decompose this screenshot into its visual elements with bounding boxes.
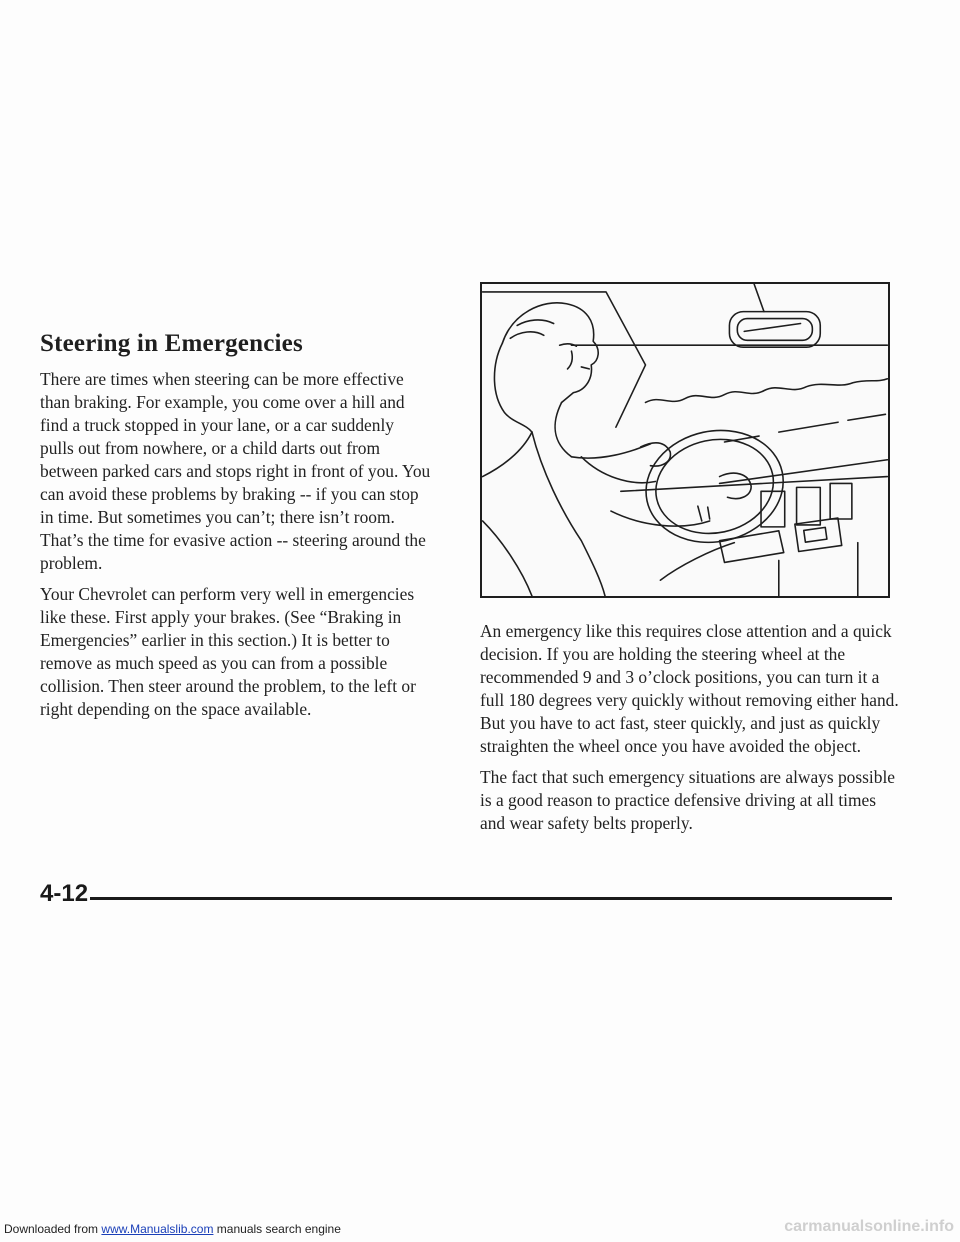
manualslib-link[interactable]: www.Manualslib.com bbox=[101, 1222, 214, 1236]
section-heading: Steering in Emergencies bbox=[40, 330, 303, 357]
rearview-mirror-icon bbox=[729, 284, 820, 347]
paragraph: An emergency like this requires close attention and a quick decision. If you are holding the steering wheel at the recommended 9 and 3 o’clock positions, you can turn it a full 180 degrees very quickly without removing either hand. But you have to act fast, steer quickly, and just as quickly straighten the wheel once you have avoided the object. bbox=[480, 621, 899, 756]
road-line bbox=[779, 422, 838, 432]
driver-figure bbox=[483, 303, 752, 596]
source-prefix: Downloaded from bbox=[4, 1222, 99, 1236]
page-number: 4-12 bbox=[40, 880, 89, 907]
a-pillar bbox=[483, 292, 646, 427]
paragraph: Your Chevrolet can perform very well in emergencies like these. First apply your brakes. (See “Braking in Emergencies” earlier in this section.) It is better to remove as much speed as you can from a possible collision. Then steer around the problem, to the left or right depending on the space available. bbox=[40, 584, 416, 719]
paragraph: There are times when steering can be more effective than braking. For example, you come over a hill and find a truck stopped in your lane, or a car suddenly pulls out from nowhere, or a child darts out from between parked cars and stops right in front of you. You can avoid these problems by braking -- if you can stop in time. But sometimes you can’t; there isn’t room. That’s the time for evasive action -- steering around the problem. bbox=[40, 369, 431, 573]
source-suffix: manuals search engine bbox=[216, 1222, 341, 1236]
horizon-treeline bbox=[646, 379, 888, 403]
driver-steering-illustration bbox=[480, 282, 890, 598]
dashboard bbox=[621, 460, 888, 596]
source-line bbox=[4, 1222, 341, 1236]
left-column bbox=[40, 368, 432, 729]
footer-rule bbox=[90, 897, 892, 900]
right-column bbox=[480, 620, 900, 843]
road-line bbox=[848, 414, 886, 420]
watermark: carmanualsonline.info bbox=[784, 1218, 954, 1235]
paragraph: The fact that such emergency situations are always possible is a good reason to practice defensive driving at all times and wear safety belts properly. bbox=[480, 767, 895, 833]
